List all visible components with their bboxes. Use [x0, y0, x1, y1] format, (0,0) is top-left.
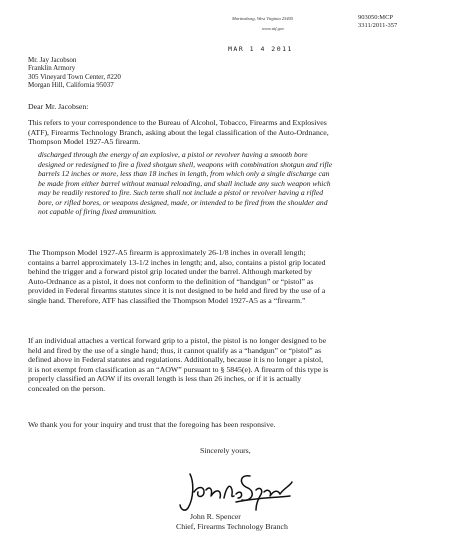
quote-line: designed or redesigned to fire a fixed shotgun shell, weapons with combination shotgun and rifle	[38, 159, 333, 169]
quote-line: may be readily restored to fire. Such term shall not include a pistol or revolver having a rifled	[38, 188, 323, 197]
vertical-grip-line: properly classified an AOW if its overall length is less than 26 inches, or if it is actually	[28, 374, 302, 384]
quote-line: be made from either barrel without manual reloading, and shall include any such weapon which	[38, 178, 331, 188]
signature-icon	[176, 468, 294, 514]
signer-title: Chief, Firearms Technology Branch	[176, 521, 288, 531]
thompson-line: Auto-Ordnance as a pistol, it does not conform to the definition of “handgun” or “pistol” as	[28, 276, 314, 286]
quote-line: not capable of firing fixed ammunition.	[38, 207, 157, 216]
recipient-street: 305 Vineyard Town Center, #220	[28, 72, 121, 81]
intro-paragraph	[28, 118, 428, 147]
recipient-address	[28, 56, 121, 90]
recipient-city: Morgan Hill, California 95037	[28, 81, 114, 90]
intro-line: This refers to your correspondence to the Bureau of Alcohol, Tobacco, Firearms and Explosives	[28, 118, 327, 127]
quote-line: barrels 12 inches or more, less than 18 inches in length, from which only a single discharge can	[38, 169, 330, 178]
thompson-line: contains a barrel approximately 13-1/2 inches in length; and, also, contains a pistol grip located	[28, 257, 326, 267]
quote-line: discharged through the energy of an explosive, a pistol or revolver having a smooth bore	[38, 150, 308, 159]
thanks-line: We thank you for your inquiry and trust that the foregoing has been responsive.	[28, 420, 276, 429]
vertical-grip-line: it is not exempt from classification as an “AOW” pursuant to § 5845(e). A firearm of this type is	[28, 364, 329, 374]
vertical-grip-paragraph	[28, 336, 433, 394]
thompson-paragraph	[28, 248, 433, 306]
reference-number	[358, 14, 397, 29]
intro-line: (ATF), Firearms Technology Branch, asking about the legal classification of the Auto-Ordnance,	[28, 127, 329, 137]
signature-image	[176, 468, 294, 514]
thompson-line: The Thompson Model 1927-A5 firearm is approximately 26-1/8 inches in overall length;	[28, 248, 306, 257]
thanks-paragraph	[28, 420, 276, 430]
salutation: Dear Mr. Jacobsen:	[28, 102, 89, 111]
thompson-line: single hand. Therefore, ATF has classified the Thompson Model 1927-A5 as a “firearm.”	[28, 295, 306, 305]
date-stamp: MAR 1 4 2011	[228, 45, 293, 53]
thompson-line: behind the trigger and a forward pistol grip located under the barrel. Although marketed by	[28, 267, 312, 277]
letterhead-website: www.atf.gov	[262, 26, 285, 31]
recipient-company: Franklin Armory	[28, 64, 76, 73]
vertical-grip-line: concealed on the person.	[28, 383, 106, 393]
letterhead-city: Martinsburg, West Virginia 25405	[232, 16, 294, 21]
signer-block	[176, 512, 288, 531]
vertical-grip-line: If an individual attaches a vertical forward grip to a pistol, the pistol is no longer designed to be	[28, 336, 327, 345]
closing: Sincerely yours,	[200, 446, 251, 455]
thompson-line: provided in Federal firearms statutes since it is not designed to be held and fired by the use of a	[28, 286, 326, 296]
intro-line: Thompson Model 1927-A5 firearm.	[28, 137, 141, 147]
vertical-grip-line: held and fired by the use of a single hand; thus, it cannot qualify as a “handgun” or “pistol” as	[28, 345, 322, 355]
signer-name: John R. Spencer	[190, 512, 241, 521]
reference-line-2: 3311/2011-357	[358, 21, 398, 29]
reference-line-1: 903050:MCP	[358, 14, 394, 21]
recipient-name: Mr. Jay Jacobson	[28, 56, 77, 64]
vertical-grip-line: defined above in Federal statutes and regulations. Additionally, because it is no longer a pistol,	[28, 355, 324, 365]
quote-line: bore, or rifled bores, or weapons designed, made, or intended to be fired from the shoulder and	[38, 197, 328, 207]
quoted-definition	[38, 150, 438, 217]
